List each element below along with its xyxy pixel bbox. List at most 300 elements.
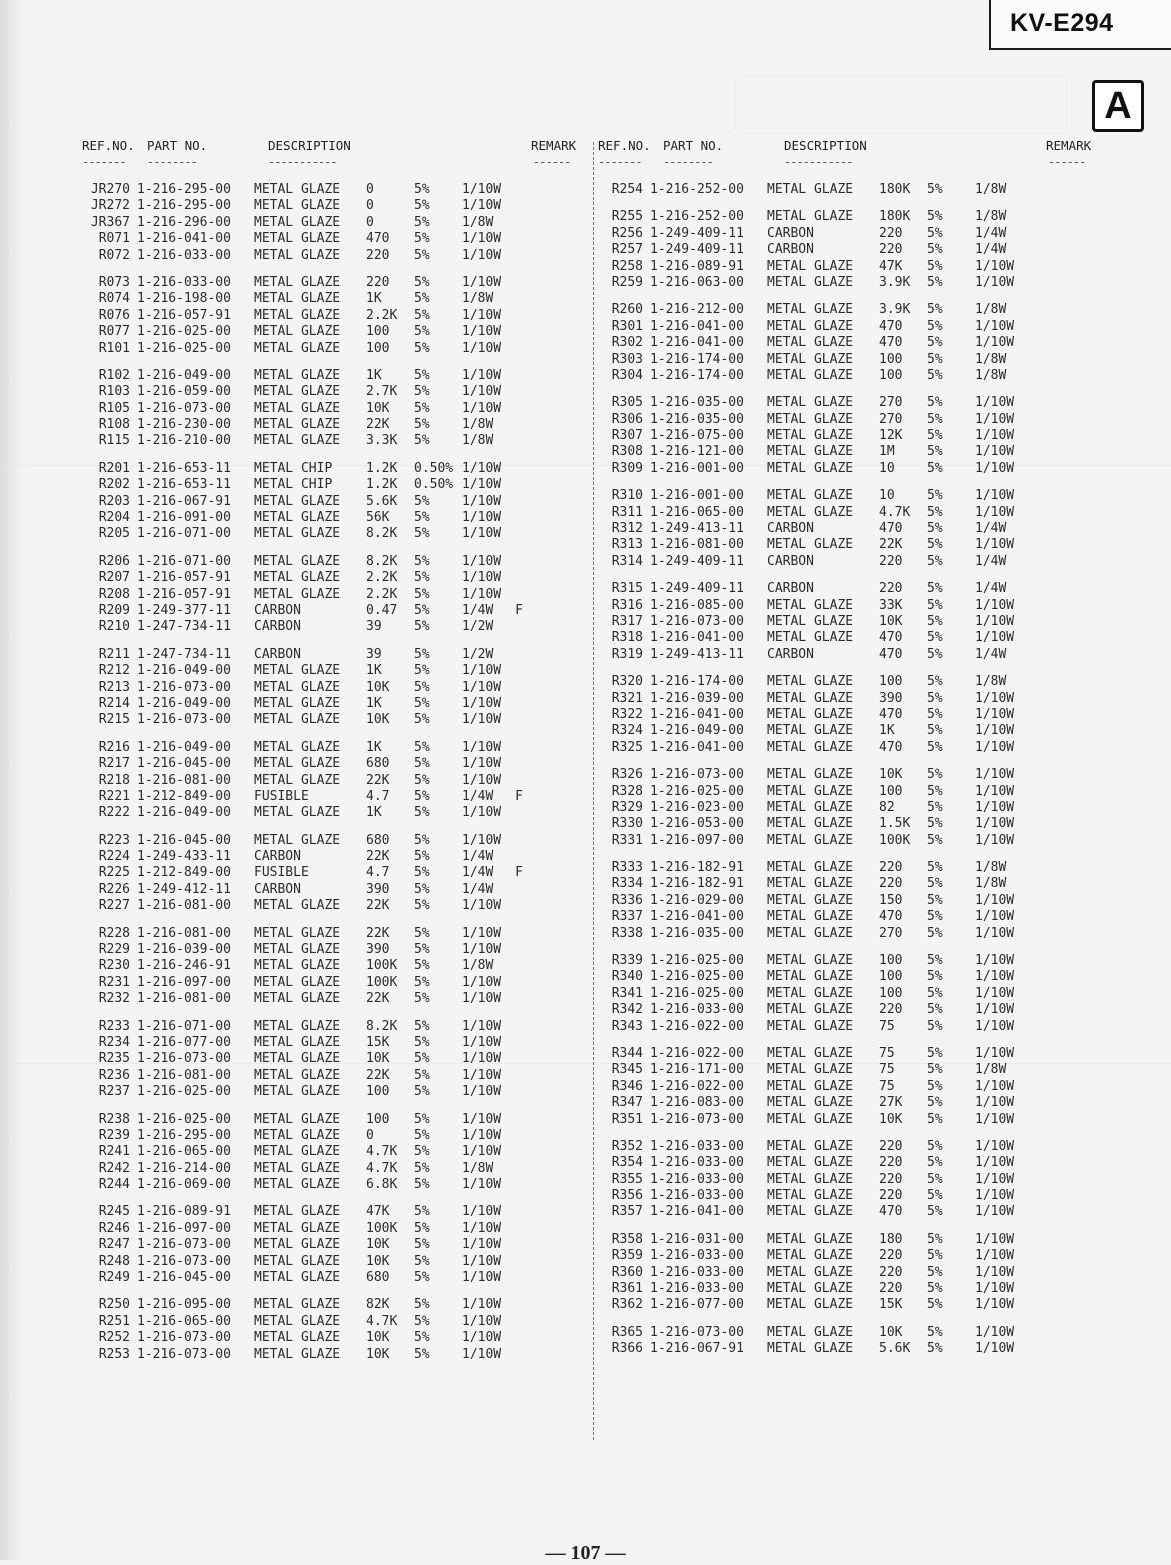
cell-value: 220	[879, 876, 903, 892]
cell-value: 1K	[366, 739, 382, 755]
cell-description: METAL GLAZE	[767, 613, 854, 629]
cell-remark	[512, 898, 526, 914]
cell-description: METAL GLAZE	[767, 739, 854, 755]
cell-wattage: 1/8W	[975, 182, 1007, 197]
cell-wattage: 1/10W	[462, 384, 502, 400]
cell-tolerance: 5%	[927, 225, 943, 241]
cell-tolerance: 5%	[927, 367, 943, 383]
part-row	[72, 182, 526, 198]
cell-remark	[512, 1112, 526, 1128]
cell-wattage: 1/10W	[462, 942, 502, 958]
cell-ref-no: R365	[611, 1324, 643, 1340]
cell-value: 75	[879, 1078, 895, 1094]
cell-remark	[1025, 614, 1039, 630]
part-group	[585, 581, 1039, 663]
cell-remark	[512, 1254, 526, 1270]
cell-tolerance: 5%	[927, 909, 943, 925]
cell-description: METAL GLAZE	[767, 1281, 854, 1297]
cell-value: 100	[879, 953, 903, 969]
cell-ref-no: R214	[98, 695, 130, 711]
cell-remark	[512, 991, 526, 1007]
cell-wattage: 1/10W	[975, 1188, 1015, 1204]
cell-remark	[1025, 1204, 1039, 1220]
header-ref-no-right: REF.NO.	[598, 138, 651, 153]
cell-part-no: 1-249-412-11	[137, 881, 231, 897]
cell-wattage: 1/10W	[975, 1171, 1015, 1187]
cell-part-no: 1-216-033-00	[650, 1264, 744, 1280]
cell-ref-no: R366	[611, 1341, 643, 1357]
cell-description: METAL GLAZE	[254, 553, 341, 569]
part-row	[585, 816, 1039, 832]
cell-remark	[512, 368, 526, 384]
part-row	[585, 1204, 1039, 1220]
part-row	[72, 865, 526, 881]
cell-description: METAL GLAZE	[767, 1111, 854, 1127]
cell-description: METAL GLAZE	[254, 433, 341, 449]
cell-remark	[1025, 259, 1039, 275]
cell-part-no: 1-216-295-00	[137, 1127, 231, 1143]
cell-wattage: 1/10W	[462, 1177, 502, 1193]
cell-remark	[1025, 209, 1039, 225]
cell-value: 8.2K	[366, 526, 398, 542]
part-group	[72, 647, 526, 729]
cell-value: 10K	[366, 1253, 390, 1269]
cell-value: 100	[879, 351, 903, 367]
cell-description: METAL GLAZE	[767, 428, 854, 444]
cell-part-no: 1-212-849-00	[137, 788, 231, 804]
part-row	[72, 1128, 526, 1144]
header-ref-no-left: REF.NO.	[82, 138, 135, 153]
cell-wattage: 1/10W	[975, 739, 1015, 755]
cell-part-no: 1-216-001-00	[650, 460, 744, 476]
cell-wattage: 1/10W	[975, 767, 1015, 783]
cell-tolerance: 5%	[414, 570, 430, 586]
part-group	[585, 395, 1039, 477]
cell-tolerance: 5%	[414, 1346, 430, 1362]
cell-ref-no: R231	[98, 974, 130, 990]
cell-tolerance: 5%	[414, 925, 430, 941]
cell-value: 470	[879, 739, 903, 755]
cell-part-no: 1-216-041-00	[137, 231, 231, 247]
cell-tolerance: 5%	[927, 630, 943, 646]
cell-value: 22K	[879, 537, 903, 553]
cell-part-no: 1-216-653-11	[137, 460, 231, 476]
cell-wattage: 1/10W	[462, 805, 502, 821]
cell-wattage: 1/10W	[975, 318, 1015, 334]
part-row	[585, 1079, 1039, 1095]
cell-description: METAL GLAZE	[254, 756, 341, 772]
cell-wattage: 1/10W	[975, 1045, 1015, 1061]
cell-description: METAL GLAZE	[767, 860, 854, 876]
cell-remark	[1025, 1062, 1039, 1078]
cell-tolerance: 5%	[927, 1062, 943, 1078]
cell-part-no: 1-216-041-00	[650, 706, 744, 722]
cell-description: METAL GLAZE	[254, 1018, 341, 1034]
cell-tolerance: 5%	[927, 318, 943, 334]
cell-wattage: 1/10W	[975, 630, 1015, 646]
part-row	[585, 554, 1039, 570]
cell-remark	[1025, 368, 1039, 384]
cell-value: 4.7K	[366, 1160, 398, 1176]
cell-ref-no: R347	[611, 1095, 643, 1111]
cell-part-no: 1-249-409-11	[650, 242, 744, 258]
cell-ref-no: R339	[611, 953, 643, 969]
cell-remark	[1025, 1155, 1039, 1171]
cell-remark	[512, 680, 526, 696]
cell-value: 10	[879, 488, 895, 504]
cell-part-no: 1-216-049-00	[137, 739, 231, 755]
cell-description: METAL GLAZE	[767, 1188, 854, 1204]
cell-value: 390	[366, 942, 390, 958]
cell-description: METAL GLAZE	[767, 488, 854, 504]
cell-remark	[1025, 986, 1039, 1002]
part-row	[72, 1084, 526, 1100]
cell-wattage: 1/10W	[462, 1346, 502, 1362]
cell-tolerance: 5%	[414, 1330, 430, 1346]
cell-wattage: 1/8W	[462, 417, 494, 433]
cell-ref-no: R234	[98, 1034, 130, 1050]
cell-description: METAL GLAZE	[254, 1270, 341, 1286]
part-row	[72, 308, 526, 324]
cell-description: METAL GLAZE	[767, 925, 854, 941]
part-row	[585, 581, 1039, 597]
cell-description: METAL GLAZE	[767, 1018, 854, 1034]
cell-tolerance: 5%	[414, 663, 430, 679]
cell-ref-no: R221	[98, 788, 130, 804]
cell-part-no: 1-247-734-11	[137, 619, 231, 635]
cell-description: METAL GLAZE	[767, 1248, 854, 1264]
part-row	[72, 494, 526, 510]
cell-description: METAL GLAZE	[767, 985, 854, 1001]
cell-description: METAL GLAZE	[254, 1297, 341, 1313]
part-group	[585, 1325, 1039, 1358]
cell-tolerance: 5%	[927, 1002, 943, 1018]
cell-part-no: 1-216-065-00	[650, 504, 744, 520]
cell-part-no: 1-216-025-00	[650, 783, 744, 799]
cell-wattage: 1/10W	[975, 706, 1015, 722]
cell-value: 22K	[366, 898, 390, 914]
cell-part-no: 1-216-045-00	[137, 1270, 231, 1286]
cell-wattage: 1/10W	[462, 1034, 502, 1050]
cell-ref-no: R336	[611, 892, 643, 908]
cell-wattage: 1/4W	[462, 849, 494, 865]
cell-remark	[1025, 1112, 1039, 1128]
part-row	[585, 1188, 1039, 1204]
cell-description: METAL GLAZE	[254, 679, 341, 695]
cell-part-no: 1-249-377-11	[137, 602, 231, 618]
cell-part-no: 1-216-252-00	[650, 182, 744, 197]
cell-part-no: 1-216-174-00	[650, 367, 744, 383]
cell-remark	[1025, 630, 1039, 646]
part-row	[585, 1046, 1039, 1062]
part-row	[585, 630, 1039, 646]
cell-wattage: 1/10W	[975, 783, 1015, 799]
cell-part-no: 1-216-057-91	[137, 570, 231, 586]
cell-wattage: 1/10W	[975, 799, 1015, 815]
cell-wattage: 1/10W	[462, 477, 502, 493]
cell-remark	[1025, 461, 1039, 477]
cell-value: 100	[366, 1111, 390, 1127]
cell-description: METAL GLAZE	[767, 674, 854, 690]
cell-part-no: 1-216-065-00	[137, 1313, 231, 1329]
cell-value: 22K	[366, 991, 390, 1007]
cell-remark	[512, 510, 526, 526]
cell-ref-no: R331	[611, 832, 643, 848]
cell-part-no: 1-216-230-00	[137, 417, 231, 433]
cell-tolerance: 5%	[927, 767, 943, 783]
cell-ref-no: R225	[98, 865, 130, 881]
cell-wattage: 1/10W	[462, 898, 502, 914]
cell-wattage: 1/10W	[462, 182, 502, 197]
cell-tolerance: 5%	[927, 351, 943, 367]
header-underline: ------	[533, 155, 571, 169]
cell-description: METAL GLAZE	[767, 876, 854, 892]
cell-remark	[512, 401, 526, 417]
cell-value: 470	[366, 231, 390, 247]
cell-part-no: 1-216-033-00	[137, 274, 231, 290]
part-row	[585, 1325, 1039, 1341]
cell-description: CARBON	[254, 646, 301, 662]
part-row	[72, 231, 526, 247]
cell-value: 100	[366, 340, 390, 356]
cell-part-no: 1-216-049-00	[650, 723, 744, 739]
cell-description: METAL GLAZE	[767, 335, 854, 351]
cell-remark	[1025, 953, 1039, 969]
cell-remark	[1025, 800, 1039, 816]
cell-description: METAL GLAZE	[254, 1034, 341, 1050]
cell-ref-no: R318	[611, 630, 643, 646]
cell-description: METAL GLAZE	[767, 351, 854, 367]
cell-value: 220	[879, 1248, 903, 1264]
part-group	[72, 461, 526, 543]
cell-tolerance: 5%	[927, 783, 943, 799]
cell-value: 10K	[366, 712, 390, 728]
part-row	[585, 444, 1039, 460]
cell-description: METAL GLAZE	[254, 340, 341, 356]
cell-ref-no: R211	[98, 646, 130, 662]
cell-ref-no: R077	[98, 324, 130, 340]
page-number: — 107 —	[545, 1542, 626, 1564]
cell-part-no: 1-216-069-00	[137, 1177, 231, 1193]
cell-tolerance: 5%	[414, 231, 430, 247]
cell-description: METAL GLAZE	[767, 258, 854, 274]
cell-ref-no: R351	[611, 1111, 643, 1127]
part-row	[585, 1002, 1039, 1018]
cell-tolerance: 5%	[927, 581, 943, 597]
cell-remark	[512, 1204, 526, 1220]
part-row	[72, 680, 526, 696]
cell-part-no: 1-216-033-00	[650, 1188, 744, 1204]
part-row	[72, 1051, 526, 1067]
cell-wattage: 1/10W	[975, 1324, 1015, 1340]
cell-description: CARBON	[767, 646, 814, 662]
cell-wattage: 1/10W	[975, 444, 1015, 460]
cell-wattage: 1/10W	[975, 1111, 1015, 1127]
cell-remark	[1025, 335, 1039, 351]
cell-tolerance: 5%	[414, 712, 430, 728]
cell-remark	[1025, 674, 1039, 690]
part-row	[72, 1177, 526, 1193]
cell-tolerance: 5%	[414, 756, 430, 772]
header-description-right: DESCRIPTION	[784, 138, 867, 153]
cell-part-no: 1-216-073-00	[650, 1324, 744, 1340]
cell-tolerance: 5%	[414, 1160, 430, 1176]
cell-remark: F	[515, 865, 523, 881]
cell-ref-no: R329	[611, 799, 643, 815]
cell-tolerance: 5%	[414, 865, 430, 881]
cell-ref-no: R230	[98, 958, 130, 974]
cell-tolerance: 5%	[927, 521, 943, 537]
cell-part-no: 1-216-022-00	[650, 1018, 744, 1034]
part-group	[72, 1112, 526, 1194]
cell-tolerance: 5%	[927, 504, 943, 520]
cell-remark	[512, 248, 526, 264]
cell-remark	[1025, 740, 1039, 756]
cell-remark	[512, 1221, 526, 1237]
cell-remark	[1025, 860, 1039, 876]
part-row	[72, 1035, 526, 1051]
cell-part-no: 1-216-039-00	[137, 942, 231, 958]
cell-remark	[512, 231, 526, 247]
part-row	[72, 712, 526, 728]
cell-description: METAL GLAZE	[254, 1160, 341, 1176]
part-group	[72, 833, 526, 915]
cell-part-no: 1-216-071-00	[137, 526, 231, 542]
cell-wattage: 1/4W	[975, 646, 1007, 662]
cell-ref-no: R252	[98, 1330, 130, 1346]
cell-wattage: 1/10W	[462, 1237, 502, 1253]
cell-ref-no: R356	[611, 1188, 643, 1204]
cell-value: 33K	[879, 597, 903, 613]
cell-part-no: 1-216-085-00	[650, 597, 744, 613]
header-underline: --------	[147, 155, 197, 169]
cell-wattage: 1/10W	[975, 832, 1015, 848]
cell-tolerance: 5%	[414, 1270, 430, 1286]
cell-wattage: 1/8W	[462, 958, 494, 974]
cell-ref-no: R253	[98, 1346, 130, 1362]
cell-value: 270	[879, 395, 903, 411]
part-group	[72, 1297, 526, 1363]
cell-value: 10K	[879, 1111, 903, 1127]
cell-tolerance: 5%	[927, 1095, 943, 1111]
cell-wattage: 1/10W	[462, 1144, 502, 1160]
cell-part-no: 1-216-295-00	[137, 182, 231, 197]
cell-part-no: 1-216-083-00	[650, 1095, 744, 1111]
cell-description: METAL GLAZE	[767, 1095, 854, 1111]
part-row	[72, 1297, 526, 1313]
cell-ref-no: R303	[611, 351, 643, 367]
cell-remark	[512, 1314, 526, 1330]
cell-part-no: 1-216-045-00	[137, 832, 231, 848]
cell-remark	[1025, 1248, 1039, 1264]
cell-wattage: 1/8W	[462, 291, 494, 307]
cell-tolerance: 5%	[927, 832, 943, 848]
cell-wattage: 1/10W	[975, 1281, 1015, 1297]
cell-value: 220	[879, 1281, 903, 1297]
cell-wattage: 1/10W	[462, 1111, 502, 1127]
cell-ref-no: R224	[98, 849, 130, 865]
cell-remark	[512, 341, 526, 357]
cell-wattage: 1/10W	[975, 1248, 1015, 1264]
cell-wattage: 1/10W	[975, 1341, 1015, 1357]
cell-description: METAL GLAZE	[254, 586, 341, 602]
cell-wattage: 1/8W	[462, 433, 494, 449]
cell-tolerance: 5%	[414, 1067, 430, 1083]
cell-description: METAL GLAZE	[767, 318, 854, 334]
cell-tolerance: 5%	[927, 1078, 943, 1094]
cell-ref-no: R256	[611, 225, 643, 241]
part-row	[72, 510, 526, 526]
part-row	[585, 259, 1039, 275]
part-group	[72, 554, 526, 636]
cell-part-no: 1-216-095-00	[137, 1297, 231, 1313]
cell-description: CARBON	[254, 881, 301, 897]
cell-remark	[1025, 428, 1039, 444]
cell-remark	[1025, 707, 1039, 723]
part-row	[585, 488, 1039, 504]
cell-description: CARBON	[767, 553, 814, 569]
cell-value: 39	[366, 619, 382, 635]
cell-ref-no: R255	[611, 209, 643, 225]
part-row	[585, 1341, 1039, 1357]
cell-value: 150	[879, 892, 903, 908]
cell-part-no: 1-216-174-00	[650, 351, 744, 367]
cell-ref-no: R210	[98, 619, 130, 635]
part-group	[72, 1019, 526, 1101]
cell-value: 220	[366, 274, 390, 290]
cell-part-no: 1-216-246-91	[137, 958, 231, 974]
part-row	[72, 526, 526, 542]
cell-ref-no: R260	[611, 302, 643, 318]
bleed-through-ghost	[735, 76, 1067, 134]
cell-tolerance: 5%	[927, 1155, 943, 1171]
cell-remark	[512, 215, 526, 231]
cell-wattage: 1/10W	[462, 1220, 502, 1236]
cell-value: 75	[879, 1018, 895, 1034]
part-row	[585, 598, 1039, 614]
part-row	[72, 248, 526, 264]
cell-value: 0	[366, 182, 374, 197]
cell-ref-no: R246	[98, 1220, 130, 1236]
cell-value: 390	[366, 881, 390, 897]
part-row	[585, 953, 1039, 969]
cell-tolerance: 5%	[414, 1111, 430, 1127]
cell-remark	[512, 663, 526, 679]
part-row	[585, 1155, 1039, 1171]
cell-description: METAL GLAZE	[254, 739, 341, 755]
cell-wattage: 1/10W	[462, 1084, 502, 1100]
cell-ref-no: R343	[611, 1018, 643, 1034]
cell-value: 10K	[366, 1346, 390, 1362]
cell-remark	[1025, 1297, 1039, 1313]
cell-part-no: 1-216-023-00	[650, 799, 744, 815]
cell-description: CARBON	[767, 242, 814, 258]
cell-tolerance: 5%	[414, 898, 430, 914]
cell-ref-no: R357	[611, 1204, 643, 1220]
cell-remark	[1025, 488, 1039, 504]
part-row	[72, 1019, 526, 1035]
cell-remark	[1025, 1139, 1039, 1155]
cell-wattage: 1/10W	[975, 816, 1015, 832]
cell-wattage: 1/10W	[462, 553, 502, 569]
cell-value: 100	[879, 969, 903, 985]
cell-tolerance: 5%	[414, 942, 430, 958]
cell-ref-no: R208	[98, 586, 130, 602]
cell-tolerance: 5%	[927, 925, 943, 941]
cell-ref-no: R226	[98, 881, 130, 897]
cell-ref-no: R236	[98, 1067, 130, 1083]
cell-description: METAL GLAZE	[767, 1045, 854, 1061]
